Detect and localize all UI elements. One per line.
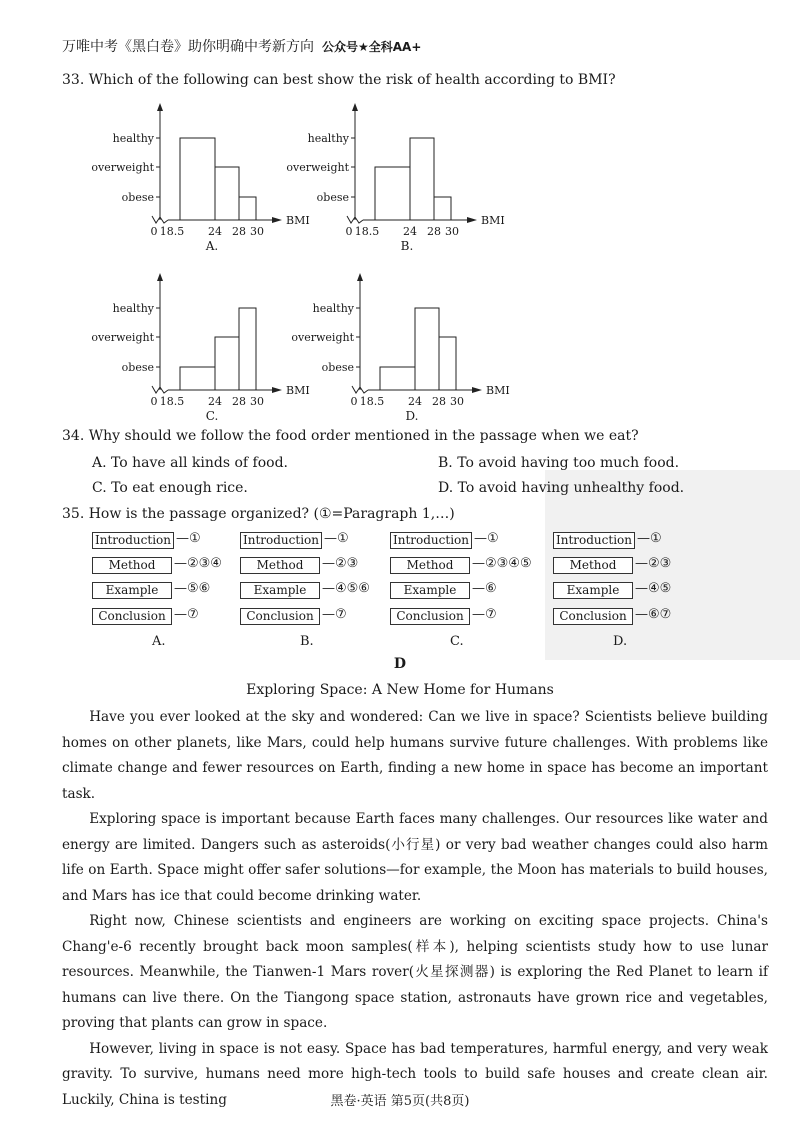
bar bbox=[415, 308, 439, 390]
x-tick-label: 30 bbox=[450, 395, 464, 408]
y-level-overweight: overweight bbox=[91, 161, 154, 174]
q34-option-b: B. To avoid having too much food. bbox=[438, 455, 680, 471]
x-tick-label: 28 bbox=[432, 395, 446, 408]
x-axis-arrow bbox=[472, 387, 482, 393]
org-paragraph-numbers: —②③ bbox=[635, 556, 672, 571]
org-box-introduction: Introduction bbox=[92, 532, 174, 549]
org-box-conclusion: Conclusion bbox=[92, 608, 172, 625]
bar bbox=[180, 138, 215, 220]
x-tick-label: 18.5 bbox=[159, 225, 185, 238]
org-paragraph-numbers: —① bbox=[637, 531, 662, 546]
bar bbox=[180, 367, 215, 390]
header-title: 万唯中考《黑白卷》助你明确中考新方向 bbox=[62, 39, 314, 55]
paragraph-3: Right now, Chinese scientists and engineers are working on exciting space projects. China's Chang'e-6 recently brought back moon samples(样本), helping scientists study how to use lunar resources. Meanwhile, the Tianwen-1 Mars rover(火星探测器) is exploring the Red Planet to learn if humans can live there. On the Tiangong space station, astronauts have grown rice and vegetables, proving that plants can grow in space. bbox=[62, 913, 768, 1031]
x-tick-label: 18.5 bbox=[354, 225, 380, 238]
paragraph-4: However, living in space is not easy. Space has bad temperatures, harmful energy, and very weak gravity. To survive, humans need more high-tech tools to build safe houses and create clean air. Luckily, China is testing bbox=[62, 1040, 768, 1108]
y-level-healthy: healthy bbox=[112, 132, 154, 145]
org-box-introduction: Introduction bbox=[553, 532, 635, 549]
org-paragraph-numbers: —④⑤⑥ bbox=[322, 581, 370, 596]
y-level-overweight: overweight bbox=[91, 331, 154, 344]
org-paragraph-numbers: —②③ bbox=[322, 556, 359, 571]
q34-stem: 34. Why should we follow the food order mentioned in the passage when we eat? bbox=[62, 428, 639, 444]
x-tick-label: 28 bbox=[232, 395, 246, 408]
x-axis-label: BMI bbox=[286, 214, 310, 227]
bar bbox=[380, 367, 415, 390]
bar bbox=[239, 308, 256, 390]
passage-title: Exploring Space: A New Home for Humans bbox=[246, 682, 554, 698]
bar bbox=[410, 138, 434, 220]
org-box-example: Example bbox=[390, 582, 470, 599]
org-paragraph-numbers: —⑦ bbox=[322, 607, 347, 622]
y-level-healthy: healthy bbox=[312, 302, 354, 315]
x-tick-label: 30 bbox=[445, 225, 459, 238]
x-tick-label: 18.5 bbox=[359, 395, 385, 408]
org-box-method: Method bbox=[92, 557, 172, 574]
org-option-label: C. bbox=[450, 634, 464, 649]
y-axis-arrow bbox=[157, 103, 163, 111]
passage-body bbox=[62, 705, 768, 1113]
org-box-introduction: Introduction bbox=[390, 532, 472, 549]
x-axis-arrow bbox=[467, 217, 477, 223]
x-tick-label: 18.5 bbox=[159, 395, 185, 408]
org-paragraph-numbers: —②③④ bbox=[174, 556, 222, 571]
org-box-method: Method bbox=[553, 557, 633, 574]
q34-option-c: C. To eat enough rice. bbox=[92, 480, 248, 496]
org-option-label: A. bbox=[152, 634, 166, 649]
paragraph-1: Have you ever looked at the sky and wondered: Can we live in space? Scientists believe building homes on other planets, like Mars, could help humans survive future challenges. With problems like climate change and fewer resources on Earth, finding a new home in space has become an important task. bbox=[62, 709, 768, 802]
chart-option-label: A. bbox=[205, 239, 219, 253]
x-axis-label: BMI bbox=[286, 384, 310, 397]
q33-chart-d bbox=[280, 265, 510, 425]
org-box-example: Example bbox=[553, 582, 633, 599]
x-tick-label: 0 bbox=[350, 395, 358, 408]
x-tick-label: 0 bbox=[150, 225, 158, 238]
org-box-conclusion: Conclusion bbox=[553, 608, 633, 625]
org-box-example: Example bbox=[240, 582, 320, 599]
y-level-obese: obese bbox=[321, 361, 354, 374]
q33-chart-b bbox=[275, 95, 505, 255]
chart-option-label: D. bbox=[405, 409, 419, 423]
x-axis-label: BMI bbox=[486, 384, 510, 397]
y-level-healthy: healthy bbox=[112, 302, 154, 315]
org-paragraph-numbers: —⑥ bbox=[472, 581, 497, 596]
q34-option-a: A. To have all kinds of food. bbox=[92, 455, 288, 471]
x-tick-label: 24 bbox=[208, 395, 222, 408]
q35-stem: 35. How is the passage organized? (①=Paragraph 1,…) bbox=[62, 506, 455, 522]
org-paragraph-numbers: —⑥⑦ bbox=[635, 607, 672, 622]
x-tick-label: 0 bbox=[345, 225, 353, 238]
org-box-method: Method bbox=[240, 557, 320, 574]
y-axis-arrow bbox=[157, 273, 163, 281]
bar bbox=[215, 167, 239, 220]
org-paragraph-numbers: —⑦ bbox=[174, 607, 199, 622]
org-option-label: D. bbox=[613, 634, 628, 649]
bar bbox=[215, 337, 239, 390]
y-level-overweight: overweight bbox=[291, 331, 354, 344]
bar bbox=[439, 337, 456, 390]
x-tick-label: 0 bbox=[150, 395, 158, 408]
org-box-conclusion: Conclusion bbox=[240, 608, 320, 625]
page-footer: 黑卷·英语 第5页(共8页) bbox=[330, 1094, 470, 1109]
y-level-obese: obese bbox=[316, 191, 349, 204]
x-tick-label: 28 bbox=[427, 225, 441, 238]
x-tick-label: 30 bbox=[250, 225, 264, 238]
x-tick-label: 30 bbox=[250, 395, 264, 408]
y-level-obese: obese bbox=[121, 361, 154, 374]
x-tick-label: 24 bbox=[408, 395, 422, 408]
q33-chart-c bbox=[80, 265, 310, 425]
org-option-label: B. bbox=[300, 634, 314, 649]
bar bbox=[375, 167, 410, 220]
section-letter: D bbox=[393, 656, 407, 672]
y-level-obese: obese bbox=[121, 191, 154, 204]
y-level-healthy: healthy bbox=[307, 132, 349, 145]
org-paragraph-numbers: —① bbox=[324, 531, 349, 546]
bar bbox=[239, 197, 256, 220]
paragraph-2: Exploring space is important because Earth faces many challenges. Our resources like water and energy are limited. Dangers such as asteroids(小行星) or very bad weather changes could also harm life on Earth. Space might offer safer solutions—for example, the Moon has materials to build houses, and Mars has ice that could become drinking water. bbox=[62, 811, 768, 904]
chart-option-label: C. bbox=[205, 409, 219, 423]
chart-option-label: B. bbox=[400, 239, 414, 253]
org-paragraph-numbers: —① bbox=[176, 531, 201, 546]
org-paragraph-numbers: —① bbox=[474, 531, 499, 546]
x-tick-label: 24 bbox=[208, 225, 222, 238]
q34-option-d: D. To avoid having unhealthy food. bbox=[438, 480, 685, 496]
q33-stem: 33. Which of the following can best show the risk of health according to BMI? bbox=[62, 72, 616, 88]
org-box-introduction: Introduction bbox=[240, 532, 322, 549]
org-paragraph-numbers: —④⑤ bbox=[635, 581, 672, 596]
page-header bbox=[62, 36, 421, 56]
bar bbox=[434, 197, 451, 220]
org-box-example: Example bbox=[92, 582, 172, 599]
org-paragraph-numbers: —⑦ bbox=[472, 607, 497, 622]
org-paragraph-numbers: —⑤⑥ bbox=[174, 581, 211, 596]
y-level-overweight: overweight bbox=[286, 161, 349, 174]
header-tag: 公众号★全科AA+ bbox=[322, 40, 422, 54]
y-axis-arrow bbox=[357, 273, 363, 281]
x-tick-label: 24 bbox=[403, 225, 417, 238]
y-axis-arrow bbox=[352, 103, 358, 111]
org-box-method: Method bbox=[390, 557, 470, 574]
x-axis-label: BMI bbox=[481, 214, 505, 227]
org-box-conclusion: Conclusion bbox=[390, 608, 470, 625]
x-tick-label: 28 bbox=[232, 225, 246, 238]
org-paragraph-numbers: —②③④⑤ bbox=[472, 556, 532, 571]
q33-chart-a bbox=[80, 95, 310, 255]
